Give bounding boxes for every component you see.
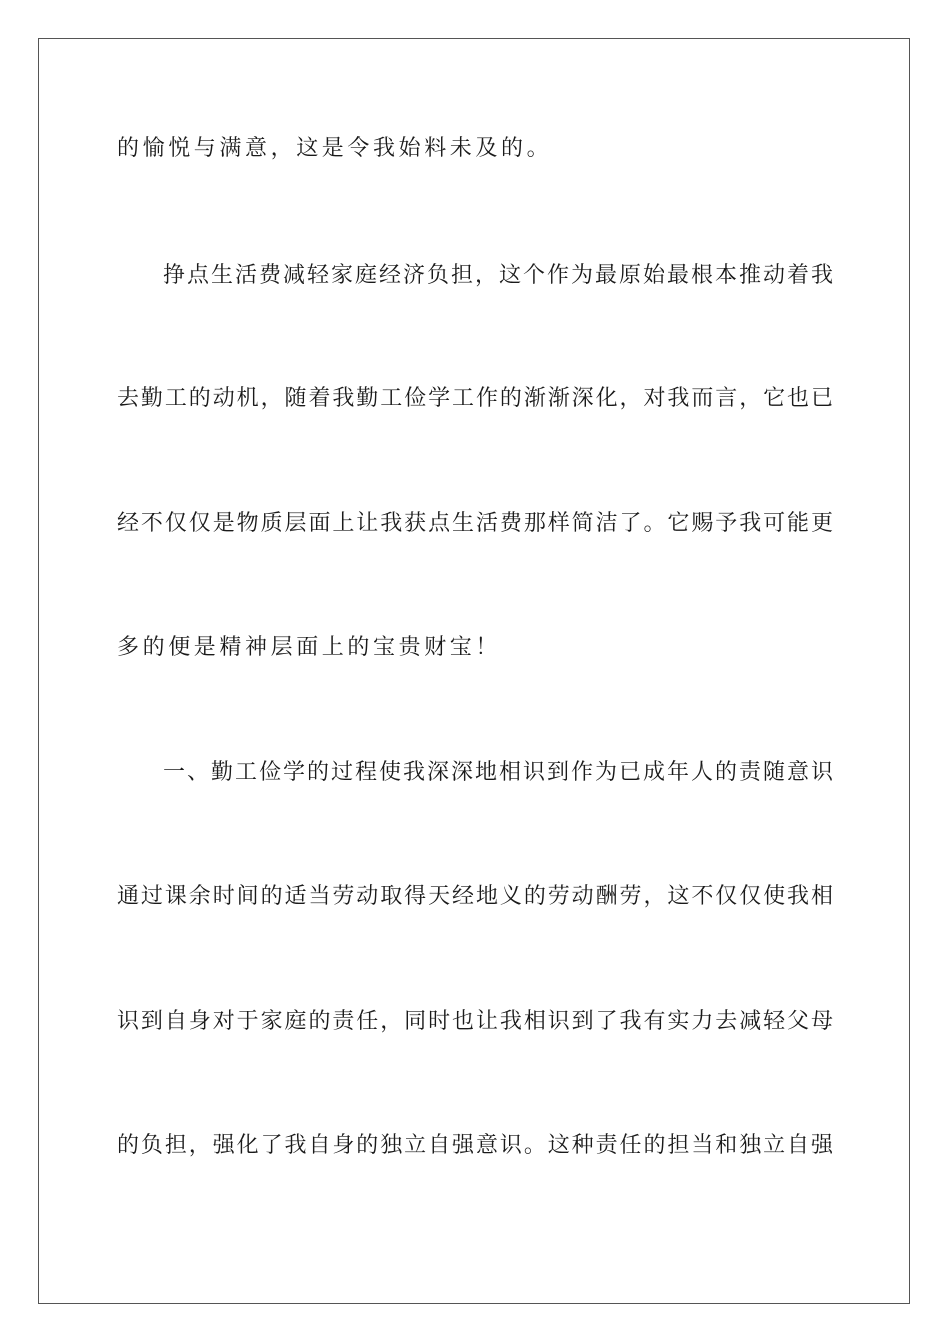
text-line-4: 经不仅仅是物质层面上让我获点生活费那样简洁了。它赐予我可能更 [117, 511, 833, 536]
text-line-8: 识到自身对于家庭的责任，同时也让我相识到了我有实力去减轻父母 [117, 1009, 833, 1034]
text-line-2: 挣点生活费减轻家庭经济负担，这个作为最原始最根本推动着我 [163, 263, 833, 288]
page-border [38, 38, 910, 1304]
text-line-6: 一、勤工俭学的过程使我深深地相识到作为已成年人的责随意识 [163, 760, 833, 785]
text-line-9: 的负担，强化了我自身的独立自强意识。这种责任的担当和独立自强 [117, 1133, 833, 1158]
text-line-3: 去勤工的动机，随着我勤工俭学工作的渐渐深化，对我而言，它也已 [117, 386, 833, 411]
text-line-7: 通过课余时间的适当劳动取得天经地义的劳动酬劳，这不仅仅使我相 [117, 884, 833, 909]
text-line-1: 的愉悦与满意，这是令我始料未及的。 [117, 136, 553, 161]
text-line-5: 多的便是精神层面上的宝贵财宝！ [117, 635, 502, 660]
